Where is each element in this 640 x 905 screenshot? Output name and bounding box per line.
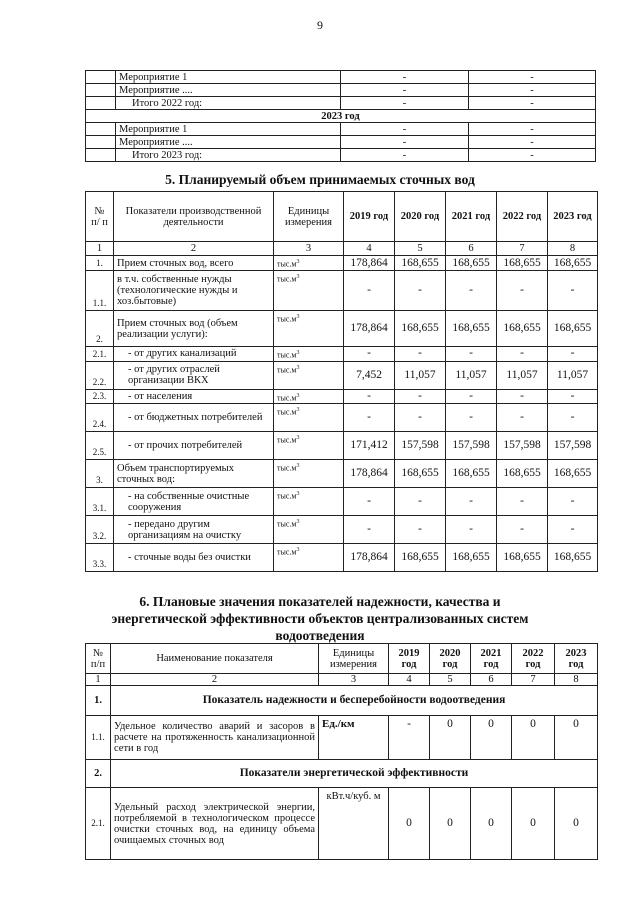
value-cell: 178,864 [344, 311, 395, 347]
row-number: 3. [86, 460, 114, 488]
value-cell: - [548, 488, 598, 516]
row-number: 2.5. [86, 432, 114, 460]
value-cell: 168,655 [395, 311, 446, 347]
col-number-row: 1 2 3 4 5 6 7 8 [86, 242, 598, 256]
section5-title: 5. Планируемый объем принимаемых сточных вод [165, 172, 475, 187]
measure-name: Мероприятие .... [116, 136, 341, 149]
indicators-table [85, 643, 598, 860]
value-cell: 168,655 [395, 256, 446, 271]
value-cell: 168,655 [446, 311, 497, 347]
indicator-name: Удельное количество аварий и засоров в расчете на протяженность канализационной сети в год [111, 716, 319, 760]
value-cell: 168,655 [497, 256, 548, 271]
section6-title: 6. Плановые значения показателей надежности, качества и энергетической эффективности объектов централизованных систем водоотведения [111, 594, 529, 643]
value-cell: - [548, 389, 598, 404]
col-header-year: 2022 год [497, 192, 548, 242]
value-cell: - [344, 404, 395, 432]
table-row [86, 389, 598, 404]
row-number: 2. [86, 311, 114, 347]
value-cell: - [446, 347, 497, 362]
indicator-name: - от населения [114, 389, 274, 404]
group-row: 1. Показатель надежности и бесперебойности водоотведения [86, 686, 598, 716]
col-header-name: Наименование показателя [111, 644, 319, 674]
page-number: 9 [317, 18, 323, 32]
value-cell: - [548, 347, 598, 362]
value-cell: - [446, 389, 497, 404]
table-row [86, 361, 598, 389]
unit-cell: $тыс.м^3$ [274, 311, 344, 347]
value-cell: - [395, 347, 446, 362]
measures-table [85, 70, 596, 162]
indicator-name: - сточные воды без очистки [114, 544, 274, 572]
value-cell: 168,655 [548, 256, 598, 271]
value-cell: - [395, 389, 446, 404]
unit-cell: $тыс.м^3$ [274, 404, 344, 432]
col-header-year: 2022 год [512, 644, 555, 674]
table-row [86, 432, 598, 460]
value-cell: - [344, 516, 395, 544]
group-title: Показатель надежности и бесперебойности водоотведения [111, 686, 598, 716]
value-cell: 171,412 [344, 432, 395, 460]
value-cell: 168,655 [446, 460, 497, 488]
value-cell: 157,598 [497, 432, 548, 460]
unit-cell: $тыс.м^3$ [274, 347, 344, 362]
value-cell: - [446, 271, 497, 311]
table-row [86, 271, 598, 311]
value-cell: 178,864 [344, 544, 395, 572]
col-header-year: 2023 год [555, 644, 598, 674]
indicator-name: - передано другим организациям на очистку [114, 516, 274, 544]
value-cell: 168,655 [497, 311, 548, 347]
indicator-unit: Ед./км [319, 716, 389, 760]
row-number: 1.1. [86, 271, 114, 311]
value-cell: 168,655 [395, 544, 446, 572]
unit-cell: $тыс.м^3$ [274, 361, 344, 389]
col-header-name: Показатели производственной деятельности [114, 192, 274, 242]
table-row: 2.1. Удельный расход электрической энергии, потребляемой в технологическом процессе очистки сточных вод, на единицу объема очищаемых сточных вод кВт.ч/куб. м 0 0 0 0 0 [86, 788, 598, 860]
row-number: 3.1. [86, 488, 114, 516]
value-cell: - [446, 404, 497, 432]
table-row [86, 460, 598, 488]
unit-cell: $тыс.м^3$ [274, 256, 344, 271]
value-cell: 157,598 [548, 432, 598, 460]
value-cell: - [344, 488, 395, 516]
measure-name: Мероприятие .... [116, 84, 341, 97]
row-number: 3.2. [86, 516, 114, 544]
row-number: 1. [86, 256, 114, 271]
measure-name: Мероприятие 1 [116, 71, 341, 84]
table-row: 1.1. Удельное количество аварий и засоров в расчете на протяженность канализационной сети в год Ед./км - 0 0 0 0 [86, 716, 598, 760]
unit-cell: $тыс.м^3$ [274, 544, 344, 572]
value-cell: 157,598 [446, 432, 497, 460]
value-cell: - [395, 404, 446, 432]
table-row [86, 516, 598, 544]
value-cell: 168,655 [446, 544, 497, 572]
value-cell: - [344, 271, 395, 311]
value-cell: 168,655 [395, 460, 446, 488]
col-header-num: № п/ п [86, 192, 114, 242]
table-row: Мероприятие .... - - [86, 84, 596, 97]
value-cell: - [548, 271, 598, 311]
table-body [86, 256, 598, 572]
indicator-name: Объем транспортируемых сточных вод: [114, 460, 274, 488]
col-header-year: 2021 год [471, 644, 512, 674]
unit-cell: $тыс.м^3$ [274, 432, 344, 460]
value-cell: - [548, 516, 598, 544]
col-header-year: 2023 год [548, 192, 598, 242]
value-cell: 168,655 [548, 311, 598, 347]
value-cell: 11,057 [446, 361, 497, 389]
table-row: Мероприятие .... - - [86, 136, 596, 149]
measure-total: Итого 2022 год: [116, 97, 341, 110]
table-row: Мероприятие 1 - - [86, 123, 596, 136]
col-header-unit: Единицы измерения [319, 644, 389, 674]
measure-name: Мероприятие 1 [116, 123, 341, 136]
indicator-name: Прием сточных вод (объем реализации услуги): [114, 311, 274, 347]
value-cell: - [395, 271, 446, 311]
indicator-name: - от бюджетных потребителей [114, 404, 274, 432]
row-number: 2.4. [86, 404, 114, 432]
year-header: 2023 год [86, 110, 596, 123]
value-cell: - [497, 347, 548, 362]
value-cell: 11,057 [497, 361, 548, 389]
value-cell: 178,864 [344, 460, 395, 488]
value-cell: - [344, 389, 395, 404]
value-cell: 168,655 [548, 460, 598, 488]
value-cell: - [395, 516, 446, 544]
value-cell: 7,452 [344, 361, 395, 389]
table-row [86, 256, 598, 271]
table-row [86, 311, 598, 347]
table-row: Итого 2023 год: - - [86, 149, 596, 162]
value-cell: 178,864 [344, 256, 395, 271]
value-cell: 157,598 [395, 432, 446, 460]
indicator-name: Прием сточных вод, всего [114, 256, 274, 271]
col-header-num: № п/п [86, 644, 111, 674]
value-cell: 11,057 [548, 361, 598, 389]
value-cell: - [344, 347, 395, 362]
indicator-name: - на собственные очистные сооружения [114, 488, 274, 516]
value-cell: 168,655 [446, 256, 497, 271]
table-row: Итого 2022 год: - - [86, 97, 596, 110]
col-header-year: 2020 год [395, 192, 446, 242]
indicator-name: Удельный расход электрической энергии, потребляемой в технологическом процессе очистки сточных вод, на единицу объема очищаемых сточных вод [111, 788, 319, 860]
table-header-row [86, 644, 598, 674]
unit-cell: $тыс.м^3$ [274, 488, 344, 516]
row-number: 2.1. [86, 347, 114, 362]
row-number: 2.2. [86, 361, 114, 389]
value-cell: - [497, 404, 548, 432]
indicator-name: - от прочих потребителей [114, 432, 274, 460]
value-cell: - [446, 488, 497, 516]
col-header-year: 2019 год [344, 192, 395, 242]
value-cell: 11,057 [395, 361, 446, 389]
table-row [86, 347, 598, 362]
value-cell: 168,655 [497, 460, 548, 488]
col-header-year: 2021 год [446, 192, 497, 242]
value-cell: - [497, 389, 548, 404]
col-number-row: 1 2 3 4 5 6 7 8 [86, 674, 598, 686]
unit-cell: $тыс.м^3$ [274, 389, 344, 404]
col-header-year: 2020 год [430, 644, 471, 674]
group-title: Показатели энергетической эффективности [111, 760, 598, 788]
value-cell: - [497, 271, 548, 311]
col-header-year: 2019 год [389, 644, 430, 674]
value-cell: 168,655 [548, 544, 598, 572]
indicator-name: - от других отраслей организации ВКХ [114, 361, 274, 389]
table-row [86, 488, 598, 516]
row-number: 3.3. [86, 544, 114, 572]
table-row [86, 110, 596, 123]
row-number: 2.3. [86, 389, 114, 404]
wastewater-volume-table [85, 191, 598, 572]
unit-cell: $тыс.м^3$ [274, 271, 344, 311]
table-row [86, 544, 598, 572]
indicator-unit: кВт.ч/куб. м [319, 788, 389, 860]
unit-cell: $тыс.м^3$ [274, 516, 344, 544]
value-cell: - [446, 516, 497, 544]
value-cell: - [497, 488, 548, 516]
indicator-name: в т.ч. собственные нужды (технологические нужды и хоз.бытовые) [114, 271, 274, 311]
measure-total: Итого 2023 год: [116, 149, 341, 162]
unit-cell: $тыс.м^3$ [274, 460, 344, 488]
value-cell: - [497, 516, 548, 544]
col-header-unit: Единицы измерения [274, 192, 344, 242]
group-row: 2. Показатели энергетической эффективности [86, 760, 598, 788]
table-header-row [86, 192, 598, 242]
table-row [86, 404, 598, 432]
value-cell: - [395, 488, 446, 516]
value-cell: 168,655 [497, 544, 548, 572]
value-cell: - [548, 404, 598, 432]
table-row: Мероприятие 1 - - [86, 71, 596, 84]
indicator-name: - от других канализаций [114, 347, 274, 362]
